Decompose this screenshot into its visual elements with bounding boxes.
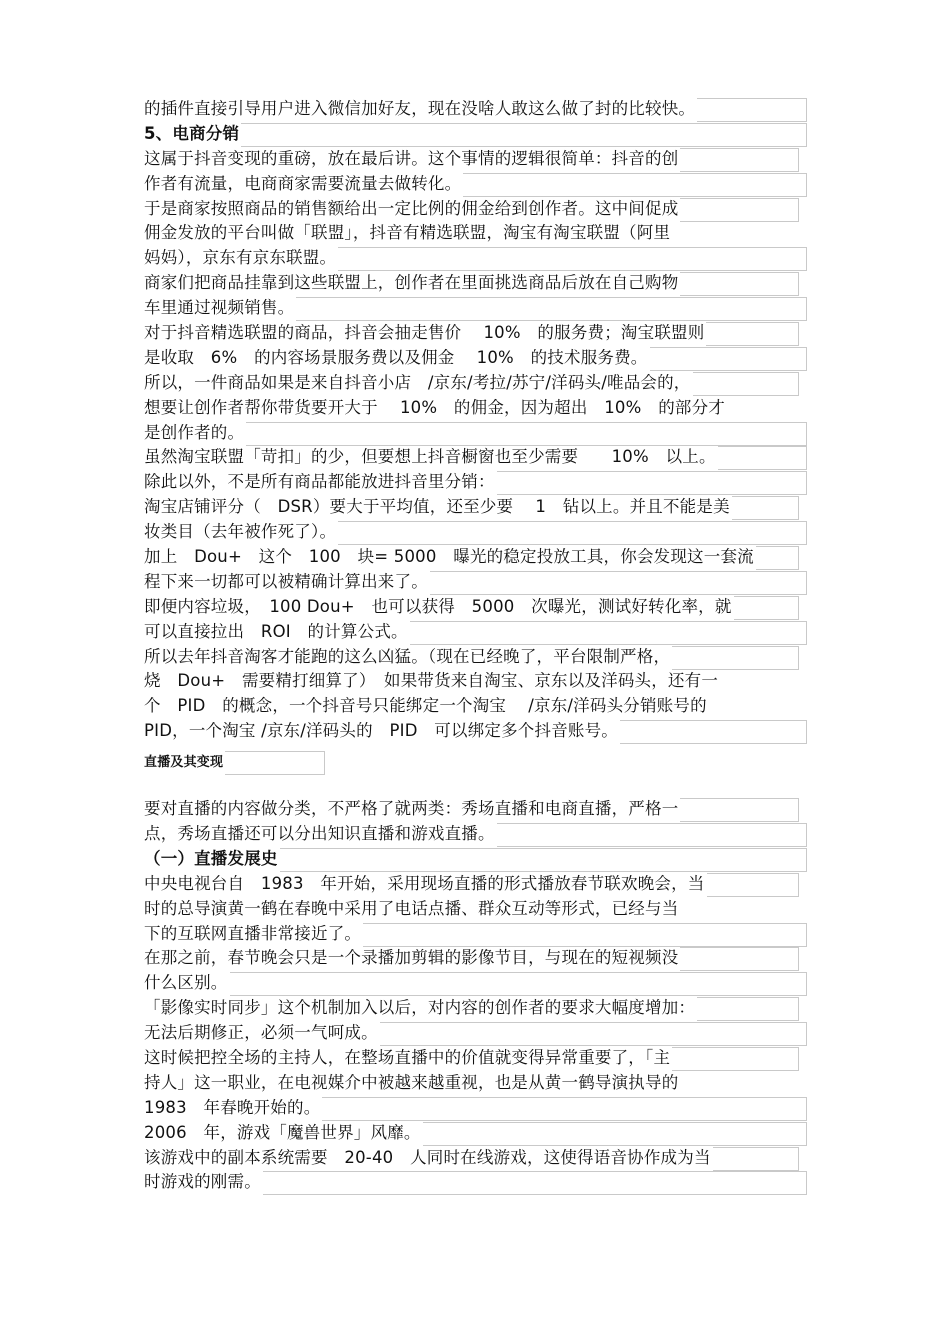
text-frame (338, 247, 807, 271)
text-line: 「影像实时同步」这个机制加入以后，对内容的创作者的要求大幅度增加： (144, 996, 808, 1021)
text-line: 时的总导演黄一鹤在春晚中采用了电话点播、群众互动等形式，已经与当 (144, 898, 679, 918)
text-line: 是创作者的。 (144, 421, 808, 446)
paragraph (144, 1046, 808, 1121)
text-line: 对于抖音精选联盟的商品，抖音会抽走售价 10% 的服务费；淘宝联盟则 (144, 321, 808, 346)
paragraph (144, 872, 808, 947)
text-frame (280, 848, 807, 872)
text-frame (672, 1047, 799, 1071)
text-line: 中央电视台自 1983 年开始，采用现场直播的形式播放春节联欢晚会，当 (144, 872, 808, 897)
section-spacer (144, 775, 808, 797)
text-line: 烧 Dou+ 需要精打细算了） 如果带货来自淘宝、京东以及洋码头，还有一 (144, 671, 719, 691)
text-line: 作者有流量，电商商家需要流量去做转化。 (144, 172, 808, 197)
text-line: 该游戏中的副本系统需要 20-40 人同时在线游戏，这使得语音协作成为当 (144, 1146, 808, 1171)
text-frame (718, 446, 807, 470)
text-line: 5、电商分销 (144, 122, 808, 147)
text-line: 1983 年春晚开始的。 (144, 1096, 808, 1121)
text-line: 直播及其变现 (144, 750, 808, 775)
text-line: 佣金发放的平台叫做「联盟」，抖音有精选联盟，淘宝有淘宝联盟（阿里 (144, 223, 671, 243)
text-frame (672, 646, 799, 670)
text-line: （一）直播发展史 (144, 847, 808, 872)
text-frame (693, 372, 800, 396)
paragraph (144, 470, 808, 495)
text-frame (756, 546, 799, 570)
text-line: 妈妈），京东有京东联盟。 (144, 246, 808, 271)
paragraph (144, 271, 808, 321)
paragraph (144, 97, 808, 122)
text-frame (296, 297, 807, 321)
text-line: 这属于抖音变现的重磅，放在最后讲。这个事情的逻辑很简单：抖音的创 (144, 147, 808, 172)
text-frame (363, 923, 807, 947)
subheading (144, 122, 808, 147)
text-frame (697, 997, 799, 1021)
text-frame (338, 521, 807, 545)
text-line: 想要让创作者帮你带货要开大于 10% 的佣金，因为超出 10% 的部分才 (144, 397, 725, 417)
paragraph (144, 147, 808, 197)
text-line: 可以直接拉出 ROI 的计算公式。 (144, 620, 808, 645)
text-frame (680, 272, 799, 296)
text-frame (497, 471, 807, 495)
text-line: 的插件直接引导用户进入微信加好友，现在没啥人敢这么做了封的比较快。 (144, 97, 808, 122)
paragraph (144, 595, 808, 645)
paragraph (144, 946, 808, 996)
text-frame (620, 720, 807, 744)
text-frame (734, 596, 799, 620)
text-frame (423, 1122, 807, 1146)
text-frame (680, 198, 799, 222)
text-frame (430, 571, 807, 595)
text-frame (680, 798, 799, 822)
text-line: 是收取 6% 的内容场景服务费以及佣金 10% 的技术服务费。 (144, 346, 808, 371)
paragraph (144, 645, 808, 745)
text-frame (322, 1097, 807, 1121)
text-line: 妆类目（去年被作死了）。 (144, 520, 808, 545)
paragraph (144, 445, 808, 470)
text-line: 于是商家按照商品的销售额给出一定比例的佣金给到创作者。这中间促成 (144, 197, 808, 222)
text-frame (463, 173, 807, 197)
text-line: 在那之前，春节晚会只是一个录播加剪辑的影像节目，与现在的短视频没 (144, 946, 808, 971)
text-frame (230, 972, 808, 996)
text-frame (497, 823, 807, 847)
text-line: 持人」这一职业，在电视媒介中被越来越重视，也是从黄一鹤导演执导的 (144, 1072, 679, 1092)
text-line: 所以，一件商品如果是来自抖音小店 /京东/考拉/苏宁/洋码头/唯品会的， (144, 371, 808, 396)
text-line: 点，秀场直播还可以分出知识直播和游戏直播。 (144, 822, 808, 847)
text-line: 商家们把商品挂靠到这些联盟上，创作者在里面挑选商品后放在自己购物 (144, 271, 808, 296)
paragraph (144, 495, 808, 545)
text-frame (241, 123, 807, 147)
text-line: 什么区别。 (144, 971, 808, 996)
text-line: 加上 Dou+ 这个 100 块= 5000 曝光的稳定投放工具，你会发现这一套流 (144, 545, 808, 570)
text-frame (680, 947, 799, 971)
paragraph (144, 197, 808, 272)
paragraph (144, 1121, 808, 1146)
subheading (144, 847, 808, 872)
document-body (144, 97, 808, 1195)
text-frame (697, 98, 807, 122)
text-line: 时游戏的刚需。 (144, 1170, 808, 1195)
text-frame (263, 1171, 807, 1195)
text-line: 车里通过视频销售。 (144, 296, 808, 321)
paragraph (144, 371, 808, 446)
text-frame (713, 1147, 799, 1171)
text-frame (650, 347, 808, 371)
text-line: 除此以外，不是所有商品都能放进抖音里分销： (144, 470, 808, 495)
text-frame (680, 148, 799, 172)
paragraph (144, 996, 808, 1046)
text-frame (706, 322, 799, 346)
text-frame (380, 1022, 807, 1046)
text-line: 下的互联网直播非常接近了。 (144, 922, 808, 947)
text-line: 个 PID 的概念，一个抖音号只能绑定一个淘宝 /京东/洋码头分销账号的 (144, 696, 707, 716)
text-frame (410, 621, 807, 645)
text-line: 即便内容垃圾， 100 Dou+ 也可以获得 5000 次曝光，测试好转化率，就 (144, 595, 808, 620)
text-line: 淘宝店铺评分（ DSR）要大于平均值，还至少要 1 钻以上。并且不能是美 (144, 495, 808, 520)
section-title (144, 750, 808, 775)
text-line: PID，一个淘宝 /京东/洋码头的 PID 可以绑定多个抖音账号。 (144, 719, 808, 744)
text-line: 程下来一切都可以被精确计算出来了。 (144, 570, 808, 595)
text-line: 2006 年，游戏「魔兽世界」风靡。 (144, 1121, 808, 1146)
paragraph (144, 797, 808, 847)
paragraph (144, 1146, 808, 1196)
text-line: 要对直播的内容做分类，不严格了就两类：秀场直播和电商直播，严格一 (144, 797, 808, 822)
text-line: 无法后期修正，必须一气呵成。 (144, 1021, 808, 1046)
text-line: 虽然淘宝联盟「苛扣」的少，但要想上抖音橱窗也至少需要 10% 以上。 (144, 445, 808, 470)
text-frame (732, 496, 799, 520)
text-frame (707, 873, 800, 897)
text-line: 这时候把控全场的主持人，在整场直播中的价值就变得异常重要了，「主 (144, 1046, 808, 1071)
paragraph (144, 545, 808, 595)
paragraph (144, 321, 808, 371)
text-line: 所以去年抖音淘客才能跑的这么凶猛。（现在已经晚了，平台限制严格， (144, 645, 808, 670)
text-frame (225, 751, 325, 775)
text-frame (246, 422, 807, 446)
